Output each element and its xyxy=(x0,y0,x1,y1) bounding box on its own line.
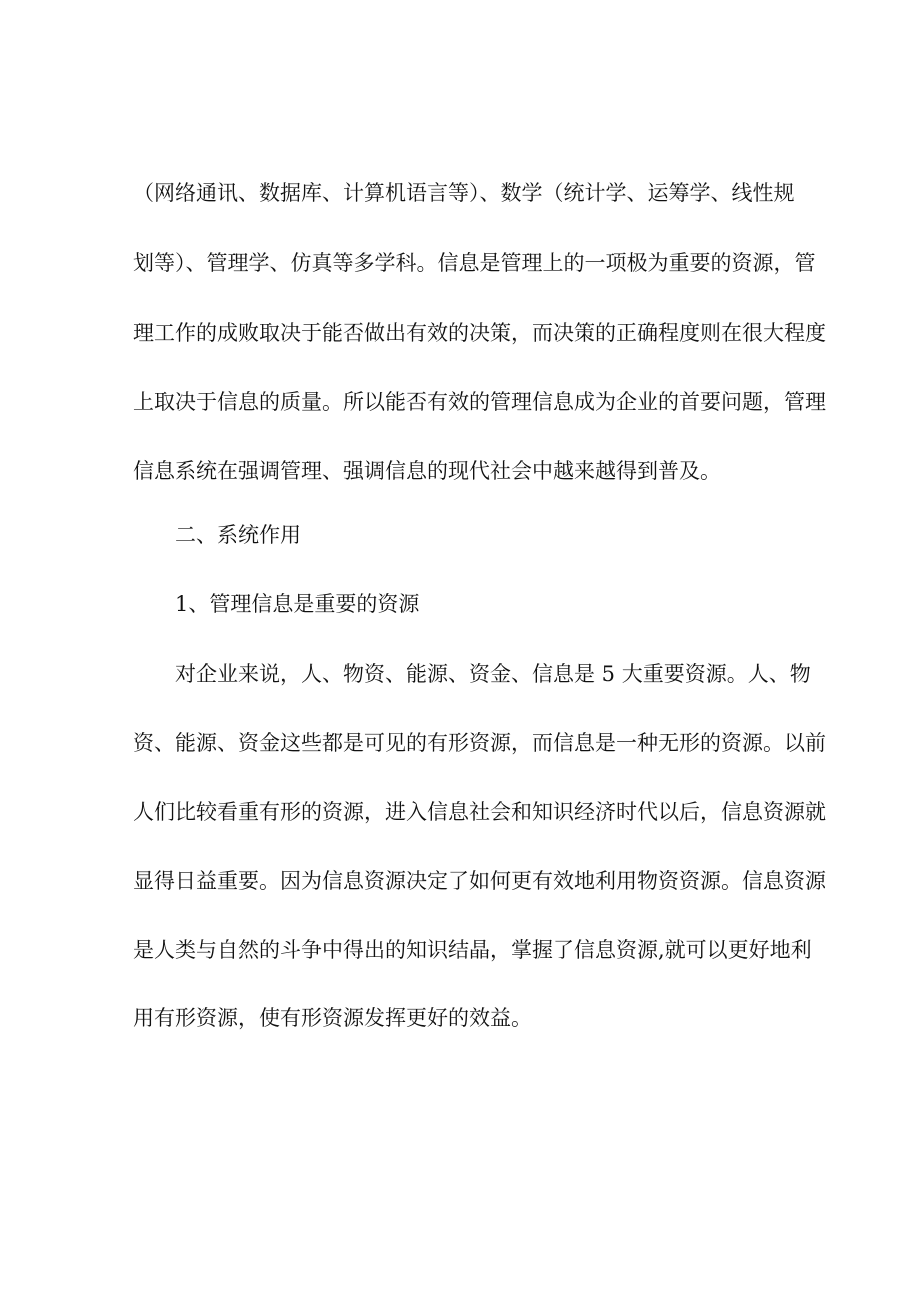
paragraph-line: 显得日益重要。因为信息资源决定了如何更有效地利用物资资源。信息资源 xyxy=(133,869,826,893)
paragraph-line: （网络通讯、数据库、计算机语言等）、数学（统计学、运筹学、线性规 xyxy=(133,181,795,205)
paragraph-line: 人们比较看重有形的资源，进入信息社会和知识经济时代以后，信息资源就 xyxy=(133,800,826,824)
paragraph-line: 理工作的成败取决于能否做出有效的决策，而决策的正确程度则在很大程度 xyxy=(133,321,826,345)
paragraph-line: 是人类与自然的斗争中得出的知识结晶，掌握了信息资源,就可以更好地利 xyxy=(133,938,812,962)
paragraph-line: 资、能源、资金这些都是可见的有形资源，而信息是一种无形的资源。以前 xyxy=(133,731,826,755)
paragraph-line: 信息系统在强调管理、强调信息的现代社会中越来越得到普及。 xyxy=(133,459,721,483)
paragraph-line: 用有形资源，使有形资源发挥更好的效益。 xyxy=(133,1006,532,1030)
paragraph-line: 上取决于信息的质量。所以能否有效的管理信息成为企业的首要问题，管理 xyxy=(133,390,826,414)
paragraph-line: 划等）、管理学、仿真等多学科。信息是管理上的一项极为重要的资源，管 xyxy=(133,251,816,275)
section-heading: 二、系统作用 xyxy=(175,523,301,547)
paragraph-line: 对企业来说，人、物资、能源、资金、信息是 5 大重要资源。人、物 xyxy=(175,662,811,686)
subsection-heading: 1、管理信息是重要的资源 xyxy=(175,592,420,616)
